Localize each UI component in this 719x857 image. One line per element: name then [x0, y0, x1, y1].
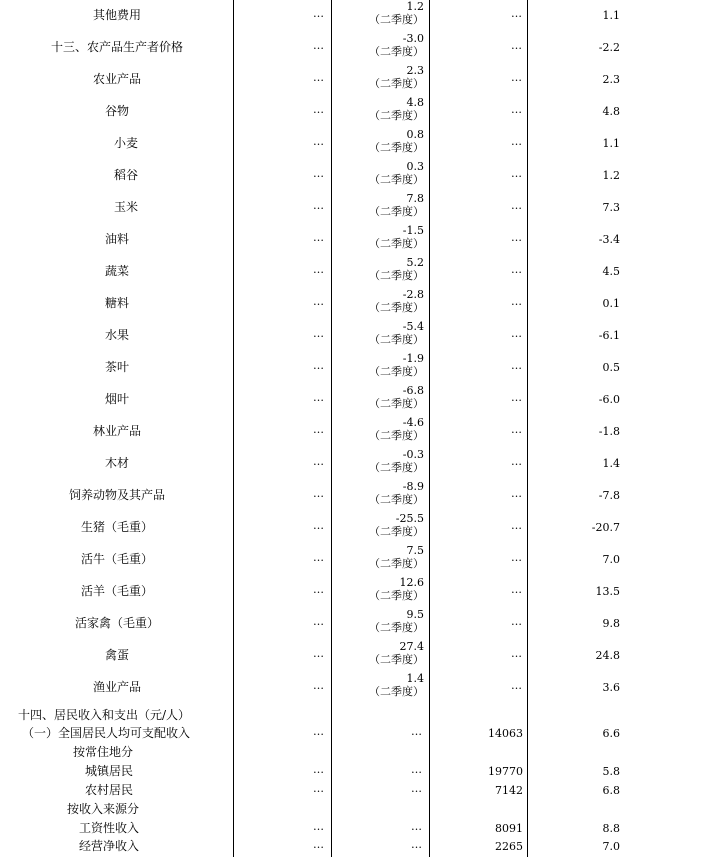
ellipsis-cell: … [411, 838, 421, 851]
quarterly-value: 1.2 [406, 0, 424, 13]
ellipsis-cell: … [313, 295, 323, 308]
growth-rate: 9.8 [602, 617, 620, 630]
ellipsis-cell: … [511, 167, 521, 180]
ellipsis-cell: … [313, 763, 323, 776]
quarter-note: （二季度） [369, 301, 424, 314]
growth-rate: 4.8 [602, 105, 620, 118]
row-label: 活羊（毛重） [80, 584, 153, 598]
income-value: 19770 [488, 765, 523, 778]
ellipsis-cell: … [511, 455, 521, 468]
quarter-note: （二季度） [369, 333, 424, 346]
ellipsis-cell: … [313, 455, 323, 468]
ellipsis-cell: … [313, 725, 323, 738]
table-row [0, 544, 719, 576]
growth-rate: 8.8 [602, 822, 620, 835]
ellipsis-cell: … [313, 359, 323, 372]
growth-rate: 5.8 [602, 765, 620, 778]
ellipsis-cell: … [511, 135, 521, 148]
table-row [0, 384, 719, 416]
row-label: 禽蛋 [104, 648, 129, 662]
ellipsis-cell: … [511, 199, 521, 212]
quarterly-value: 5.2 [406, 256, 424, 269]
ellipsis-cell: … [511, 263, 521, 276]
table-row [0, 64, 719, 96]
table-row [0, 838, 719, 856]
ellipsis-cell: … [511, 295, 521, 308]
ellipsis-cell: … [511, 359, 521, 372]
income-value: 8091 [495, 822, 523, 835]
ellipsis-cell: … [313, 487, 323, 500]
ellipsis-cell: … [313, 551, 323, 564]
ellipsis-cell: … [511, 583, 521, 596]
table-row [0, 256, 719, 288]
row-label: 十四、居民收入和支出（元/人） [18, 708, 191, 722]
income-value: 7142 [495, 784, 523, 797]
table-row [0, 352, 719, 384]
quarter-note: （二季度） [369, 205, 424, 218]
income-value: 14063 [488, 727, 523, 740]
growth-rate: -6.1 [598, 329, 620, 342]
ellipsis-cell: … [511, 71, 521, 84]
quarterly-value: -6.8 [402, 384, 424, 397]
ellipsis-cell: … [411, 725, 421, 738]
ellipsis-cell: … [313, 838, 323, 851]
ellipsis-cell: … [313, 391, 323, 404]
table-row [0, 820, 719, 838]
quarterly-value: -8.9 [402, 480, 424, 493]
ellipsis-cell: … [313, 647, 323, 660]
row-label: 饲养动物及其产品 [68, 488, 165, 502]
quarter-note: （二季度） [369, 493, 424, 506]
quarter-note: （二季度） [369, 685, 424, 698]
ellipsis-cell: … [511, 423, 521, 436]
quarter-note: （二季度） [369, 77, 424, 90]
growth-rate: 3.6 [602, 681, 620, 694]
ellipsis-cell: … [313, 327, 323, 340]
table-row [0, 707, 719, 725]
growth-rate: 24.8 [595, 649, 620, 662]
ellipsis-cell: … [511, 231, 521, 244]
row-label: 工资性收入 [78, 821, 139, 835]
quarterly-value: -5.4 [402, 320, 424, 333]
ellipsis-cell: … [511, 7, 521, 20]
row-label: 木材 [104, 456, 129, 470]
growth-rate: 1.4 [602, 457, 620, 470]
row-label: 小麦 [113, 136, 138, 150]
table-row [0, 128, 719, 160]
quarterly-value: 0.8 [406, 128, 424, 141]
quarterly-value: -25.5 [395, 512, 424, 525]
quarterly-value: 27.4 [399, 640, 424, 653]
growth-rate: 1.2 [602, 169, 620, 182]
table-row [0, 608, 719, 640]
ellipsis-cell: … [313, 135, 323, 148]
growth-rate: 6.8 [602, 784, 620, 797]
row-label: 林业产品 [92, 424, 141, 438]
table-row [0, 801, 719, 819]
quarter-note: （二季度） [369, 653, 424, 666]
growth-rate: -7.8 [598, 489, 620, 502]
quarterly-value: 0.3 [406, 160, 424, 173]
growth-rate: 0.5 [602, 361, 620, 374]
table-row [0, 192, 719, 224]
ellipsis-cell: … [313, 103, 323, 116]
quarter-note: （二季度） [369, 109, 424, 122]
quarter-note: （二季度） [369, 365, 424, 378]
quarter-note: （二季度） [369, 237, 424, 250]
row-label: 农业产品 [92, 72, 141, 86]
ellipsis-cell: … [411, 820, 421, 833]
quarter-note: （二季度） [369, 269, 424, 282]
table-row [0, 576, 719, 608]
growth-rate: -3.4 [598, 233, 620, 246]
ellipsis-cell: … [511, 103, 521, 116]
quarterly-value: 7.5 [406, 544, 424, 557]
row-label: 生猪（毛重） [80, 520, 153, 534]
ellipsis-cell: … [313, 679, 323, 692]
ellipsis-cell: … [313, 199, 323, 212]
row-label: 稻谷 [113, 168, 138, 182]
quarterly-value: 7.8 [406, 192, 424, 205]
table-row [0, 224, 719, 256]
quarter-note: （二季度） [369, 557, 424, 570]
row-label: 活家禽（毛重） [74, 616, 159, 630]
ellipsis-cell: … [313, 231, 323, 244]
row-label: 活牛（毛重） [80, 552, 153, 566]
table-row [0, 725, 719, 743]
table-row [0, 448, 719, 480]
quarter-note: （二季度） [369, 397, 424, 410]
row-label: 农村居民 [84, 783, 133, 797]
quarterly-value: -1.5 [402, 224, 424, 237]
ellipsis-cell: … [313, 423, 323, 436]
quarter-note: （二季度） [369, 461, 424, 474]
growth-rate: 7.0 [602, 840, 620, 853]
table-row [0, 288, 719, 320]
row-label: 蔬菜 [104, 264, 129, 278]
growth-rate: 2.3 [602, 73, 620, 86]
growth-rate: -6.0 [598, 393, 620, 406]
growth-rate: 1.1 [602, 9, 620, 22]
quarterly-value: 1.4 [406, 672, 424, 685]
quarterly-value: -0.3 [402, 448, 424, 461]
table-row [0, 672, 719, 704]
ellipsis-cell: … [313, 167, 323, 180]
quarterly-value: 2.3 [406, 64, 424, 77]
quarterly-value: 12.6 [399, 576, 424, 589]
quarterly-value: 4.8 [406, 96, 424, 109]
quarter-note: （二季度） [369, 525, 424, 538]
growth-rate: 7.0 [602, 553, 620, 566]
row-label: 油料 [104, 232, 129, 246]
ellipsis-cell: … [313, 615, 323, 628]
row-label: 按常住地分 [72, 745, 133, 759]
quarter-note: （二季度） [369, 589, 424, 602]
table-row [0, 763, 719, 781]
ellipsis-cell: … [313, 782, 323, 795]
ellipsis-cell: … [313, 71, 323, 84]
table-row [0, 160, 719, 192]
table-row [0, 512, 719, 544]
table-row [0, 0, 719, 32]
ellipsis-cell: … [313, 7, 323, 20]
income-value: 2265 [495, 840, 523, 853]
quarterly-value: -2.8 [402, 288, 424, 301]
quarterly-value: -1.9 [402, 352, 424, 365]
growth-rate: 4.5 [602, 265, 620, 278]
ellipsis-cell: … [511, 519, 521, 532]
row-label: 按收入来源分 [66, 802, 139, 816]
row-label: 其他费用 [92, 8, 141, 22]
ellipsis-cell: … [313, 263, 323, 276]
row-label: 玉米 [113, 200, 138, 214]
ellipsis-cell: … [511, 647, 521, 660]
ellipsis-cell: … [411, 782, 421, 795]
quarterly-value: -4.6 [402, 416, 424, 429]
row-label: 糖料 [104, 296, 129, 310]
row-label: 经营净收入 [78, 839, 139, 853]
growth-rate: -1.8 [598, 425, 620, 438]
growth-rate: 1.1 [602, 137, 620, 150]
ellipsis-cell: … [511, 487, 521, 500]
growth-rate: -20.7 [591, 521, 620, 534]
quarter-note: （二季度） [369, 13, 424, 26]
row-label: 茶叶 [104, 360, 129, 374]
ellipsis-cell: … [511, 391, 521, 404]
quarterly-value: 9.5 [406, 608, 424, 621]
ellipsis-cell: … [313, 583, 323, 596]
table-row [0, 744, 719, 762]
growth-rate: 13.5 [595, 585, 620, 598]
ellipsis-cell: … [511, 551, 521, 564]
row-label: 烟叶 [104, 392, 129, 406]
ellipsis-cell: … [411, 763, 421, 776]
row-label: 城镇居民 [84, 764, 133, 778]
quarter-note: （二季度） [369, 173, 424, 186]
quarter-note: （二季度） [369, 45, 424, 58]
growth-rate: 7.3 [602, 201, 620, 214]
table-row [0, 416, 719, 448]
ellipsis-cell: … [313, 39, 323, 52]
row-label: 渔业产品 [92, 680, 141, 694]
growth-rate: -2.2 [598, 41, 620, 54]
table-row [0, 320, 719, 352]
ellipsis-cell: … [511, 615, 521, 628]
quarter-note: （二季度） [369, 141, 424, 154]
quarter-note: （二季度） [369, 621, 424, 634]
row-label: 十三、农产品生产者价格 [50, 40, 183, 54]
row-label: 水果 [104, 328, 129, 342]
ellipsis-cell: … [511, 327, 521, 340]
ellipsis-cell: … [511, 39, 521, 52]
table-row [0, 640, 719, 672]
table-row [0, 96, 719, 128]
row-label: （一）全国居民人均可支配收入 [22, 726, 191, 740]
growth-rate: 0.1 [602, 297, 620, 310]
table-row [0, 480, 719, 512]
row-label: 谷物 [104, 104, 129, 118]
ellipsis-cell: … [313, 519, 323, 532]
growth-rate: 6.6 [602, 727, 620, 740]
ellipsis-cell: … [511, 679, 521, 692]
table-row [0, 782, 719, 800]
quarterly-value: -3.0 [402, 32, 424, 45]
ellipsis-cell: … [313, 820, 323, 833]
table-row [0, 32, 719, 64]
quarter-note: （二季度） [369, 429, 424, 442]
